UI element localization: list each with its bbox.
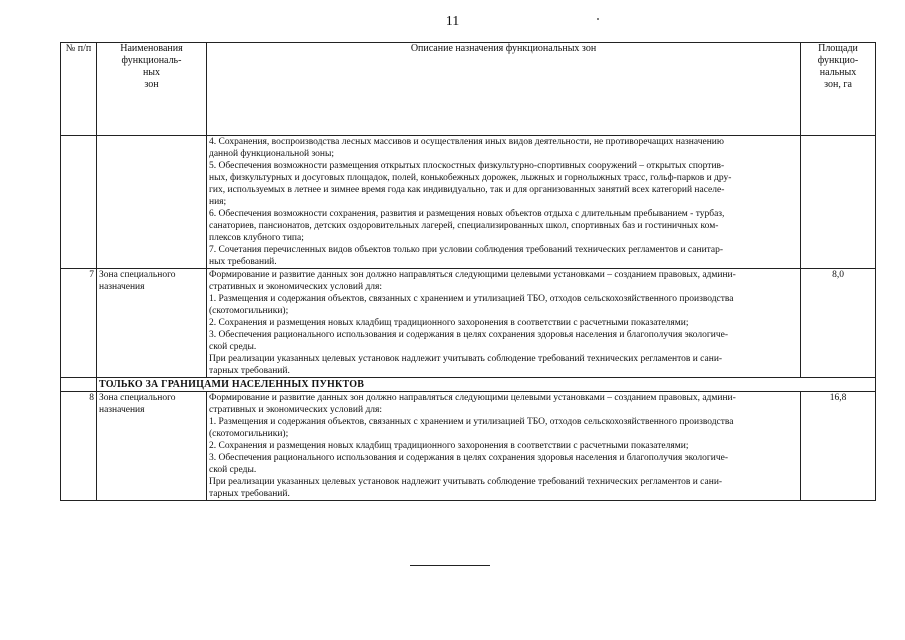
table-row-7 [61,269,876,378]
table-row-continuation [61,136,876,269]
row-num: 7 [61,269,97,378]
table-header-row [61,43,876,136]
end-of-page-rule [410,565,490,566]
table-row-8 [61,392,876,501]
desc-line: Формирование и развитие данных зон должно направляться следующими целевыми установками – созданием правовых, админи- [209,270,736,280]
desc-line: Формирование и развитие данных зон должно направляться следующими целевыми установками – созданием правовых, админи- [209,393,736,403]
section-row [61,378,876,392]
row-num [61,136,97,269]
desc-line: стративных и экономических условий для: [209,282,383,292]
row-area: 16,8 [801,392,876,501]
desc-line: 7. Сочетания перечисленных видов объектов только при условии соблюдения требований технических регламентов и санитар- [209,245,724,255]
desc-line: (скотомогильники); [209,429,289,439]
desc-line: гих, используемых в летнее и зимнее время года как индивидуально, так и для организованных занятий всех категорий населе- [209,185,725,195]
header-area [801,43,876,136]
desc-line: тарных требований. [209,366,290,376]
header-area-line: нальных [819,67,857,78]
header-desc: Описание назначения функциональных зон [207,43,801,136]
row-description [207,136,801,269]
desc-line: ных требований. [209,257,277,267]
desc-line: 5. Обеспечения возможности размещения открытых плоскостных физкультурно-спортивных сооружений – открытых спортив- [209,161,725,171]
name-line: назначения [99,282,145,292]
name-line: Зона специального [99,393,176,403]
section-num-cell [61,378,97,392]
header-name-line: зон [144,79,159,90]
row-area: 8,0 [801,269,876,378]
desc-line: данной функциональной зоны; [209,149,335,159]
header-area-line: Площади [818,43,858,54]
row-num: 8 [61,392,97,501]
name-line: назначения [99,405,145,415]
desc-line: 1. Размещения и содержания объектов, связанных с хранением и утилизацией ТБО, отходов сельскохозяйственного производства [209,294,734,304]
desc-line: 2. Сохранения и размещения новых кладбищ традиционного захоронения в соответствии с расчетными показателями; [209,441,689,451]
desc-line: ных, физкультурных и досуговых площадок, полей, конькобежных дорожек, лыжных и горнолыжных трасс, гольф-парков и дру- [209,173,732,183]
desc-line: 2. Сохранения и размещения новых кладбищ традиционного захоронения в соответствии с расчетными показателями; [209,318,689,328]
desc-line: ской среды. [209,465,257,475]
desc-line: 1. Размещения и содержания объектов, связанных с хранением и утилизацией ТБО, отходов сельскохозяйственного производства [209,417,734,427]
desc-line: ской среды. [209,342,257,352]
desc-line: 3. Обеспечения рационального использования и содержания в целях сохранения здоровья населения и благополучия экологиче- [209,330,729,340]
desc-line: При реализации указанных целевых установок надлежит учитывать соблюдение требований технических регламентов и сани- [209,354,723,364]
row-name [97,269,207,378]
zones-table [60,42,876,501]
header-name-line: ных [142,67,161,78]
desc-line: плексов клубного типа; [209,233,304,243]
desc-line: (скотомогильники); [209,306,289,316]
desc-line: 3. Обеспечения рационального использования и содержания в целях сохранения здоровья населения и благополучия экологиче- [209,453,729,463]
header-name-line: Наименования [120,43,183,54]
scan-speck [597,18,599,20]
desc-line: 4. Сохранения, воспроизводства лесных массивов и осуществления иных видов деятельности, не противоречащих назначению [209,137,724,147]
row-description [207,392,801,501]
header-num: № п/п [61,43,97,136]
header-area-line: функцио- [817,55,859,66]
header-name [97,43,207,136]
desc-line: 6. Обеспечения возможности сохранения, развития и размещения новых объектов отдыха с длительным пребыванием - турбаз, [209,209,725,219]
row-description [207,269,801,378]
page-number: 11 [445,14,460,29]
header-area-line: зон, га [824,79,852,90]
section-title: ТОЛЬКО ЗА ГРАНИЦАМИ НАСЕЛЕННЫХ ПУНКТОВ [97,378,876,392]
row-name [97,136,207,269]
row-name [97,392,207,501]
desc-line: тарных требований. [209,489,290,499]
desc-line: санаториев, пансионатов, детских оздоровительных лагерей, специализированных школ, спортивных баз и гостиничных ком- [209,221,719,231]
row-area [801,136,876,269]
header-name-line: функциональ- [121,55,182,66]
name-line: Зона специального [99,270,176,280]
desc-line: стративных и экономических условий для: [209,405,383,415]
desc-line: При реализации указанных целевых установок надлежит учитывать соблюдение требований технических регламентов и сани- [209,477,723,487]
desc-line: ния; [209,197,227,207]
